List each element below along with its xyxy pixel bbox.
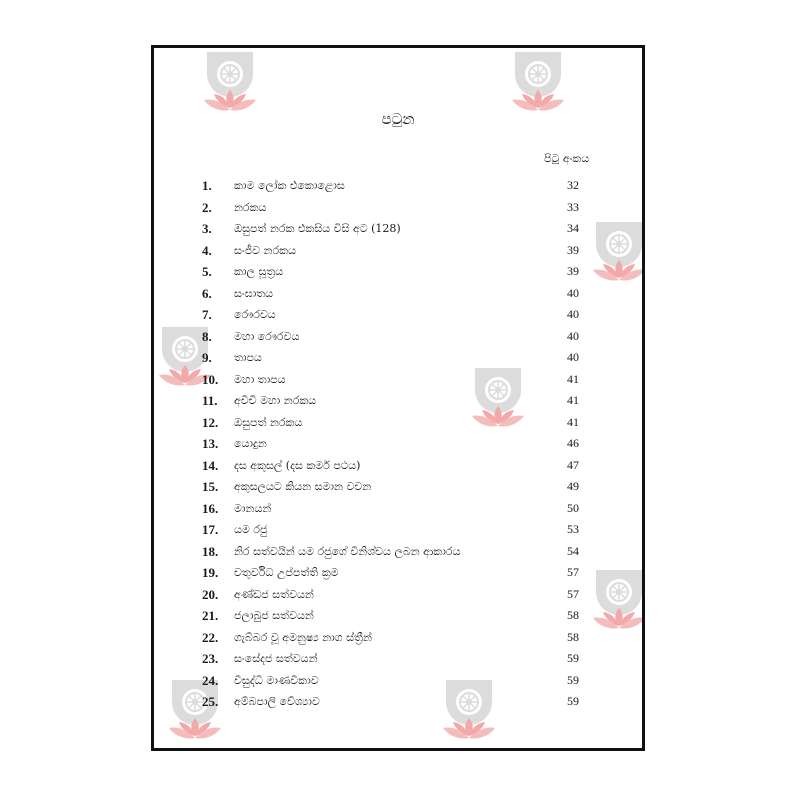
toc-entry-page: 40 bbox=[567, 285, 579, 300]
toc-entry bbox=[154, 304, 642, 326]
toc-entry-number: 1. bbox=[202, 178, 212, 193]
toc-entry-title: කාම ලෝක එකොළොස bbox=[234, 179, 345, 192]
toc-entry-title: මහා තාපය bbox=[234, 372, 286, 386]
toc-entry-page: 57 bbox=[567, 565, 579, 579]
toc-entry-page: 40 bbox=[567, 307, 579, 321]
toc-entry bbox=[154, 455, 642, 477]
table-of-contents bbox=[154, 175, 642, 713]
dharma-wheel-lotus-watermark-icon bbox=[507, 48, 569, 118]
toc-entry bbox=[154, 390, 642, 412]
toc-entry bbox=[154, 240, 642, 262]
toc-entry-page: 49 bbox=[567, 479, 579, 493]
toc-entry-number: 24. bbox=[202, 672, 219, 688]
toc-entry-page: 40 bbox=[567, 350, 579, 364]
toc-entry-number: 10. bbox=[202, 371, 219, 387]
toc-entry-title: අකුසලයට කියන සමාන වචන bbox=[234, 480, 372, 493]
toc-entry-title: ජලාබුජ සත්වයන් bbox=[234, 609, 314, 622]
toc-entry-page: 57 bbox=[567, 586, 579, 601]
toc-entry bbox=[154, 412, 642, 434]
toc-entry-number: 12. bbox=[202, 414, 219, 430]
toc-entry-page: 41 bbox=[567, 371, 579, 386]
toc-entry-number: 19. bbox=[202, 565, 219, 580]
toc-entry-page: 59 bbox=[567, 694, 579, 708]
toc-entry bbox=[154, 433, 642, 455]
toc-entry-page: 40 bbox=[567, 328, 579, 343]
toc-entry-page: 39 bbox=[567, 264, 579, 278]
toc-entry bbox=[154, 519, 642, 541]
toc-entry-number: 3. bbox=[202, 221, 212, 236]
toc-entry-number: 22. bbox=[202, 629, 219, 645]
toc-entry-page: 58 bbox=[567, 608, 579, 622]
toc-entry-title: මහා රෞරවය bbox=[234, 329, 300, 343]
toc-entry-number: 23. bbox=[202, 651, 219, 666]
toc-entry-page: 59 bbox=[567, 672, 579, 687]
toc-entry-number: 21. bbox=[202, 608, 219, 623]
toc-entry-number: 5. bbox=[202, 264, 212, 279]
toc-entry bbox=[154, 670, 642, 692]
toc-entry bbox=[154, 326, 642, 348]
toc-entry-number: 8. bbox=[202, 328, 212, 344]
toc-entry-number: 15. bbox=[202, 479, 219, 494]
toc-entry bbox=[154, 175, 642, 197]
toc-entry-page: 32 bbox=[567, 178, 579, 192]
toc-entry-title: තාපය bbox=[234, 351, 262, 364]
toc-entry-number: 13. bbox=[202, 436, 219, 451]
toc-entry-number: 20. bbox=[202, 586, 219, 602]
toc-entry-number: 16. bbox=[202, 500, 219, 516]
toc-entry-title: අණ්ඩජ සත්වයන් bbox=[234, 587, 314, 601]
toc-entry bbox=[154, 541, 642, 563]
toc-entry-page: 39 bbox=[567, 242, 579, 257]
toc-entry-title: ඔසුපත් නරකය bbox=[234, 415, 303, 429]
toc-entry-title: රෞරවය bbox=[234, 308, 276, 321]
toc-entry-title: සංඝාතය bbox=[234, 286, 274, 300]
toc-entry bbox=[154, 648, 642, 670]
toc-entry bbox=[154, 605, 642, 627]
toc-entry-page: 54 bbox=[567, 543, 579, 558]
toc-entry bbox=[154, 347, 642, 369]
toc-entry-title: චතුර්විධ උප්පත්ති ක්‍රම bbox=[234, 566, 339, 579]
toc-entry-title: අම්බපාලි වේශ්‍යාව bbox=[234, 695, 320, 708]
toc-entry-title: ගැබ්බර වූ අමනුෂ්‍ය නාග ස්ත්‍රීන් bbox=[234, 630, 372, 644]
toc-entry-number: 17. bbox=[202, 522, 219, 537]
toc-entry-page: 58 bbox=[567, 629, 579, 644]
toc-entry-page: 53 bbox=[567, 522, 579, 536]
toc-entry bbox=[154, 218, 642, 240]
toc-entry-title: ඔසුපත් නරක එකසිය විසි අට (128) bbox=[234, 222, 401, 235]
toc-entry-page: 46 bbox=[567, 436, 579, 450]
toc-entry-title: දස අකුසල් (දස කර්ම පථය) bbox=[234, 458, 361, 472]
toc-entry bbox=[154, 197, 642, 219]
toc-entry-page: 41 bbox=[567, 414, 579, 429]
toc-entry bbox=[154, 476, 642, 498]
toc-entry-title: කාල සූත්‍රය bbox=[234, 265, 284, 278]
toc-entry-number: 18. bbox=[202, 543, 219, 559]
toc-entry-number: 6. bbox=[202, 285, 212, 301]
toc-entry bbox=[154, 562, 642, 584]
toc-entry-number: 25. bbox=[202, 694, 219, 709]
toc-entry-title: යම රජු bbox=[234, 523, 268, 536]
toc-entry-page: 47 bbox=[567, 457, 579, 472]
toc-entry-number: 14. bbox=[202, 457, 219, 473]
toc-entry-number: 2. bbox=[202, 199, 212, 215]
toc-entry bbox=[154, 691, 642, 713]
toc-entry-number: 11. bbox=[202, 393, 218, 408]
toc-entry bbox=[154, 283, 642, 305]
toc-entry-title: සංජීව නරකය bbox=[234, 243, 296, 257]
toc-entry-title: විසුද්ධි මාණවිකාව bbox=[234, 673, 319, 687]
toc-entry-title: සංසේදජ සත්වයන් bbox=[234, 652, 318, 665]
toc-entry-title: අවීචි මහා නරකය bbox=[234, 394, 317, 407]
toc-entry bbox=[154, 498, 642, 520]
toc-entry-page: 33 bbox=[567, 199, 579, 214]
toc-entry bbox=[154, 627, 642, 649]
toc-entry bbox=[154, 584, 642, 606]
toc-entry-page: 34 bbox=[567, 221, 579, 235]
toc-entry-page: 41 bbox=[567, 393, 579, 407]
toc-entry-title: මානයන් bbox=[234, 501, 272, 515]
document-page bbox=[151, 45, 645, 751]
toc-entry-page: 50 bbox=[567, 500, 579, 515]
dharma-wheel-lotus-watermark-icon bbox=[199, 48, 261, 118]
toc-entry-title: නිර සත්වයින් යම රජුගේ විනිශ්චය ලබන ආකාරය bbox=[234, 544, 461, 558]
toc-entry bbox=[154, 261, 642, 283]
toc-entry-page: 59 bbox=[567, 651, 579, 665]
toc-entry-number: 9. bbox=[202, 350, 212, 365]
toc-entry-number: 4. bbox=[202, 242, 212, 258]
toc-entry-title: නරකය bbox=[234, 200, 267, 214]
toc-entry-number: 7. bbox=[202, 307, 212, 322]
toc-entry bbox=[154, 369, 642, 391]
toc-entry-title: යොදුන bbox=[234, 437, 267, 450]
page-number-column-header: පිටු අංකය bbox=[544, 152, 590, 165]
page-title: පටුන bbox=[381, 110, 415, 128]
